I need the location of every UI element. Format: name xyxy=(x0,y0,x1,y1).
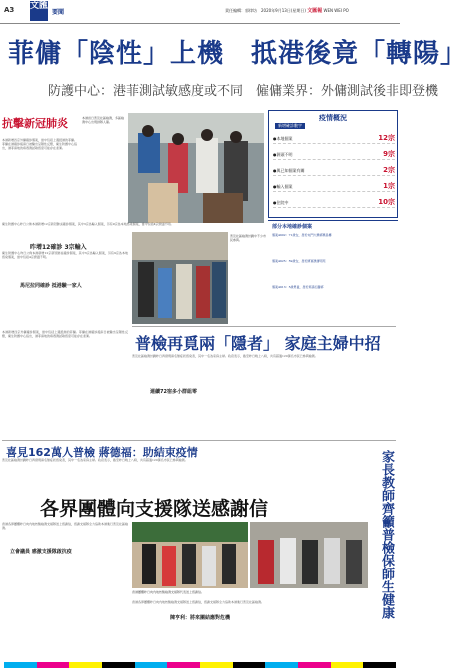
case-list xyxy=(268,220,398,316)
infobox-row: ●本地個案 12宗 xyxy=(273,134,395,142)
divider xyxy=(2,440,396,441)
story1-body: 衛生防護中心昨日公佈本港新增12宗新冠肺炎確診個案，其中3宗為輸入個案，另有9宗為本地感染個案，當中包括4宗源頭不明。 xyxy=(2,251,128,259)
masthead-info xyxy=(225,7,349,14)
infobox-row: ●與已知個案有關 2宗 xyxy=(273,166,395,174)
photo-testing-queue xyxy=(128,113,264,223)
story1-lead: 本港新增四宗外傭確診個案，當中包括上週抵港的菲傭。菲傭在港確診後兩日被驗出呈陽性反應，衛生防護中心指出，港菲兩地的病毒測試敏感度可能存在差異。 xyxy=(2,138,78,150)
case-item: 個案4902：71歲女，居於屯門大興邨興昌樓 xyxy=(272,233,332,237)
photo-community-test xyxy=(132,232,228,324)
photo3-caption: 香港團體昨日向內地核酸檢測支援隊代表送上感謝信。 xyxy=(132,590,205,594)
photo1-caption: 本港首日普及社區檢測，多區檢測中心出現排隊人龍。 xyxy=(82,116,125,124)
photo2-caption: 普及社區檢測計劃中不少市民參與。 xyxy=(230,234,267,242)
brand-name: 文匯報 xyxy=(307,8,323,14)
brand-english: WEN WEI PO xyxy=(323,8,349,13)
sub-headline: 防護中心：港菲測試敏感度或不同 僱傭業界：外傭測試後非即登機 xyxy=(48,84,439,99)
story3-subtitle-2: 陳亨利：將來團結應對危機 xyxy=(170,615,231,621)
masthead xyxy=(0,0,400,24)
story3-body: 香港各界團體昨日向內地核酸檢測支援隊送上感謝信，感謝支援隊全力協助本港進行普及社區檢測。 xyxy=(2,522,129,530)
section-tag: 抗擊新冠肺炎 xyxy=(2,117,68,130)
section-name: 要聞 xyxy=(52,9,65,16)
case-item: 個案4913：5歲男童，居於葵涌石籬邨 xyxy=(272,285,324,289)
story4-body: 普及社區檢測計劃昨日再發現兩名無症狀感染者，其中一名為家庭主婦。政府表示，截至昨日晚上八時，共有超過120萬名市民已參與檢測。 xyxy=(2,458,188,462)
infobox-subtitle: 新增確診數字 xyxy=(275,123,305,129)
story1-continued: 本港新增四宗外傭確診個案，當中包括上週抵港的菲傭。菲傭在港確診後兩日被驗出呈陽性反應，衛生防護中心指出，港菲兩地的病毒測試敏感度可能存在差異。 xyxy=(2,330,128,338)
case-item: 個案4925：59歲女，居於將軍澳唐明苑 xyxy=(272,259,326,263)
infobox-row: ●源頭不明 9宗 xyxy=(273,150,395,158)
case-list-title: 部分本地確診個案 xyxy=(272,224,313,230)
photo-image-3 xyxy=(132,522,248,588)
print-color-bar xyxy=(4,662,396,668)
story3-body-2: 香港各界團體昨日向內地核酸檢測支援隊送上感謝信，感謝支援隊全力協助本港進行普及社區檢測。 xyxy=(132,600,265,604)
story1-body-top: 衛生防護中心昨日公佈本港新增12宗新冠肺炎確診個案，其中3宗為輸入個案，另有9宗為本地感染個案，當中包括4宗源頭不明。 xyxy=(2,222,174,226)
epidemic-infobox xyxy=(268,110,398,218)
editor-date: 責任編輯：郭律坊 2020年9月13日(星期日) xyxy=(225,8,306,13)
photo-image xyxy=(128,113,264,223)
photo-image-4 xyxy=(250,522,368,588)
infobox-title: 疫情概況 xyxy=(319,114,347,122)
infobox-row: ●住院中 10宗 xyxy=(273,198,395,206)
divider xyxy=(132,326,396,327)
story1-title: 昨增12確診 3宗輸入 xyxy=(30,244,87,251)
main-headline: 菲傭「陰性」上機 抵港後竟「轉陽」 xyxy=(8,39,467,69)
photo-thanks-letter xyxy=(132,522,248,588)
story2-headline: 普檢再覓兩「隱者」 家庭主婦中招 xyxy=(135,334,381,353)
story3-headline: 各界團體向支援隊送感謝信 xyxy=(40,498,269,520)
story1b-title: 馬尼拉同確診 抵港驗一家人 xyxy=(20,283,82,289)
newspaper-logo: 文匯 xyxy=(30,1,48,21)
story3-subtitle-1: 立會議員 感激支援隊啟抗疫 xyxy=(10,549,72,555)
photo-support-team xyxy=(250,522,368,588)
story2-subtitle: 連續72宿多小群組零 xyxy=(150,389,197,395)
story4-headline: 喜見162萬人普檢 蔣德福：助結束疫情 xyxy=(6,446,198,459)
infobox-row: ●輸入個案 1宗 xyxy=(273,182,395,190)
photo-image-2 xyxy=(132,232,228,324)
story2-body: 普及社區檢測計劃昨日再發現兩名無症狀感染者，其中一名為家庭主婦。政府表示，截至昨日晚上八時，共有超過120萬名市民已參與檢測。 xyxy=(132,354,318,358)
page-code: A3 xyxy=(4,6,15,14)
vertical-headline: 家長教師齊籲普檢保師生健康 xyxy=(379,450,394,619)
